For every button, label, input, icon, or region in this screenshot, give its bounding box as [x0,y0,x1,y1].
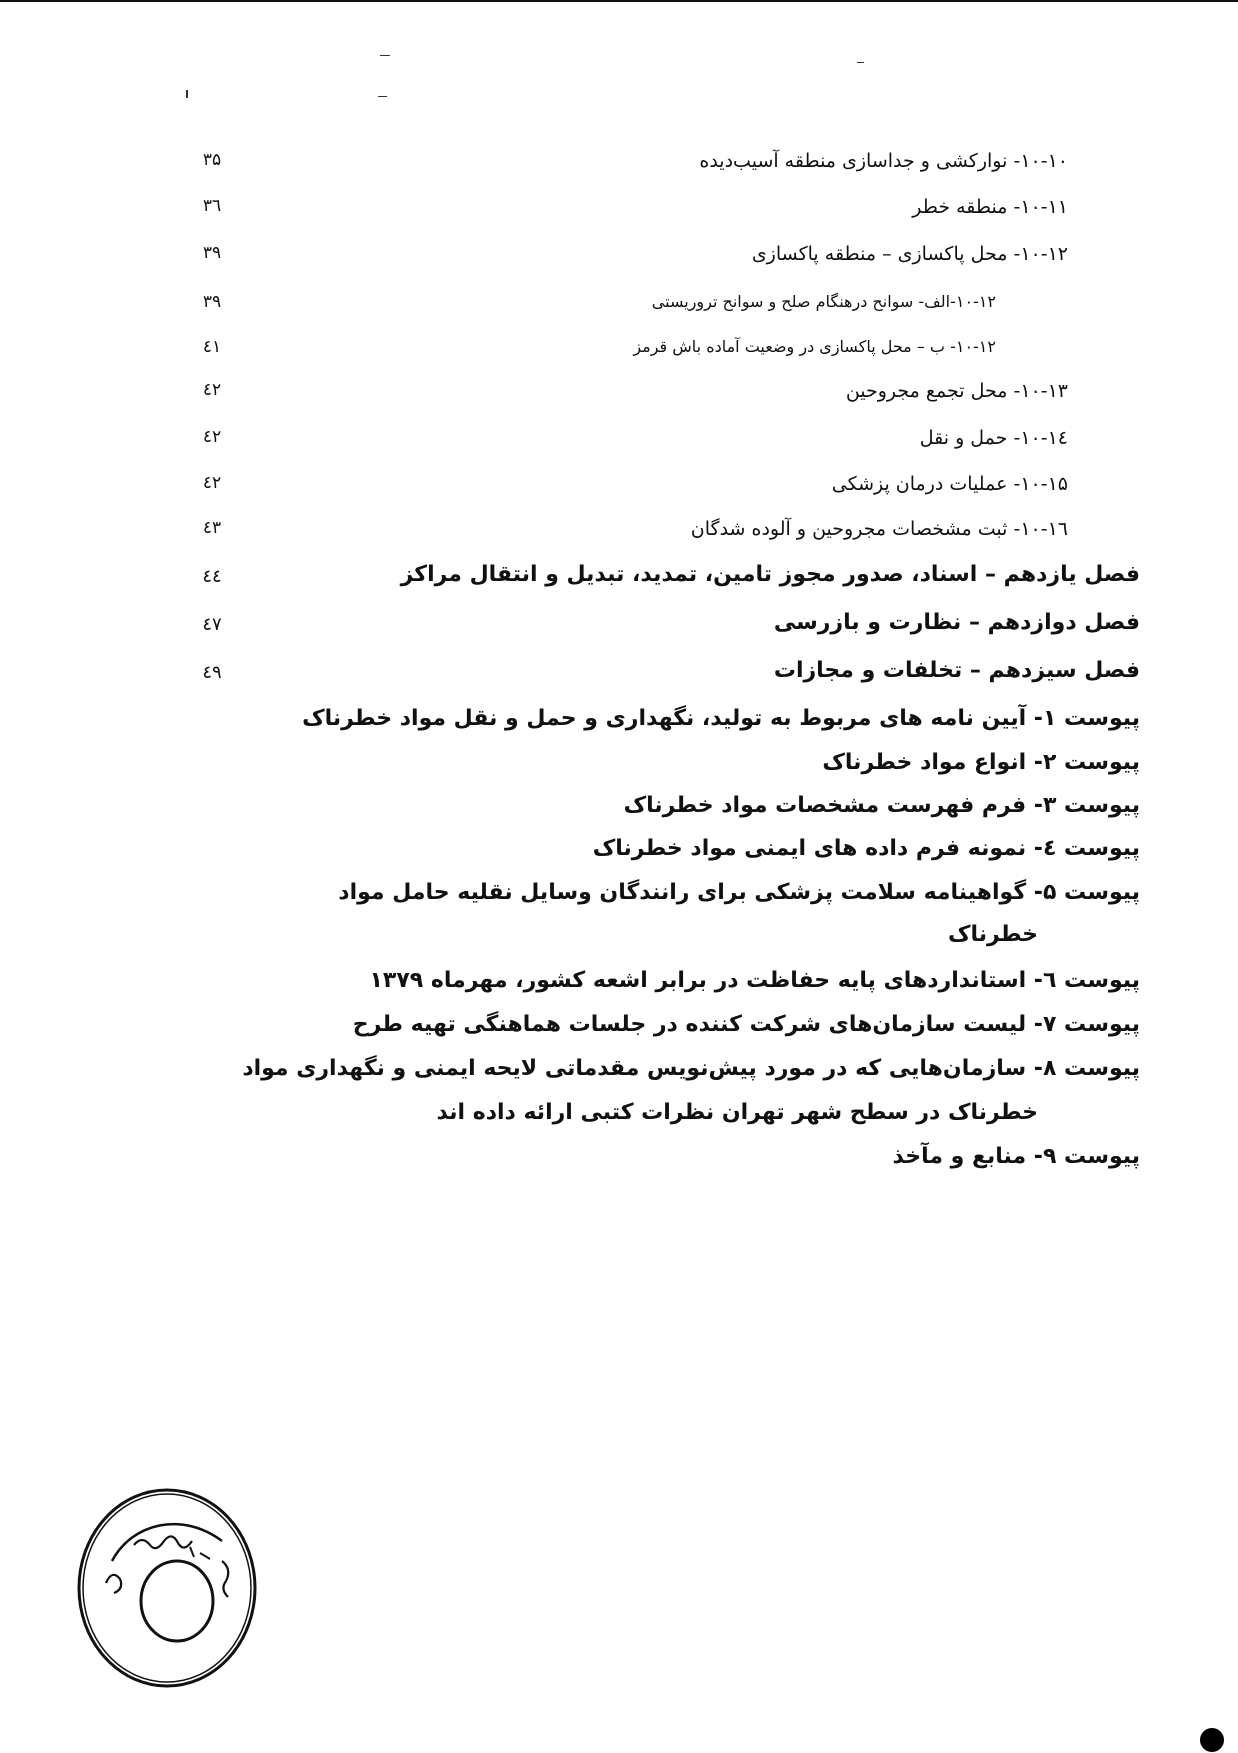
toc-entry-title: ۱۰-۱۲- محل پاکسازی – منطقه پاکسازی [751,243,1068,265]
toc-entry-title: ۱۰-۱۱- منطقه خطر [912,196,1068,218]
toc-entry-page: ٤۲ [202,473,222,493]
scan-speck [380,55,390,56]
toc-entry-title: ۱۰-۱۲- ب – محل پاکسازی در وضعیت آماده باش قرمز [633,337,996,356]
toc-entry-page: ۳۹ [202,243,222,263]
scan-mark [1200,1728,1224,1752]
toc-appendix-continuation: خطرناک [947,922,1038,947]
toc-appendix-title: پیوست ۳- فرم فهرست مشخصات مواد خطرناک [623,793,1140,818]
toc-appendix-title: پیوست ٦- استانداردهای پایه حفاظت در برابر اشعه کشور، مهرماه ۱۳۷۹ [369,968,1140,993]
toc-appendix-title: پیوست ۸- سازمان‌هایی که در مورد پیش‌نویس مقدماتی لایحه ایمنی و نگهداری مواد [242,1056,1140,1081]
toc-appendix-title: پیوست ۵- گواهینامه سلامت پزشکی برای رانندگان وسایل نقلیه حامل مواد [338,880,1140,905]
toc-entry-page: ۳۹ [202,292,222,312]
toc-chapter-page: ٤۹ [202,662,222,683]
toc-appendix-continuation: خطرناک در سطح شهر تهران نظرات کتبی ارائه داده اند [436,1100,1038,1125]
toc-entry-title: ۱۰-۱۵- عملیات درمان پزشکی [831,473,1068,495]
toc-chapter-title: فصل یازدهم – اسناد، صدور مجوز تامین، تمدید، تبدیل و انتقال مراکز [400,562,1140,587]
toc-chapter-page: ٤٤ [202,566,222,587]
toc-entry-title: ۱۰-۱۰- نوارکشی و جداسازی منطقه آسیب‌دیده [699,150,1068,172]
toc-entry-page: ٤۱ [202,337,222,357]
scan-speck [857,62,864,63]
toc-entry-page: ۳٦ [202,196,222,216]
toc-entry-page: ۳۵ [202,150,222,170]
toc-entry-page: ٤۳ [202,518,222,538]
toc-appendix-title: پیوست ۷- لیست سازمان‌های شرکت کننده در جلسات هماهنگی تهیه طرح [352,1012,1140,1037]
toc-entry-title: ۱۰-۱٤- حمل و نقل [919,427,1068,449]
scan-speck [186,90,188,98]
toc-entry-page: ٤۲ [202,380,222,400]
toc-appendix-title: پیوست ۱- آیین نامه های مربوط به تولید، نگهداری و حمل و نقل مواد خطرناک [302,706,1140,731]
scan-speck [378,96,387,97]
toc-chapter-title: فصل دوازدهم – نظارت و بازرسی [773,610,1140,635]
toc-chapter-page: ٤۷ [202,614,222,635]
page-top-edge [0,0,1238,2]
toc-chapter-title: فصل سیزدهم – تخلفات و مجازات [773,658,1140,683]
council-seal-stamp [72,1483,262,1693]
toc-entry-title: ۱۰-۱٦- ثبت مشخصات مجروحین و آلوده شدگان [690,518,1068,540]
toc-entry-title: ۱۰-۱۲-الف- سوانح درهنگام صلح و سوانح تروریستی [651,292,996,311]
toc-entry-title: ۱۰-۱۳- محل تجمع مجروحین [845,380,1068,402]
toc-appendix-title: پیوست ٤- نمونه فرم داده های ایمنی مواد خطرناک [592,836,1140,861]
toc-appendix-title: پیوست ۲- انواع مواد خطرناک [822,750,1140,775]
toc-entry-page: ٤۲ [202,427,222,447]
toc-appendix-title: پیوست ۹- منابع و مآخذ [892,1144,1140,1169]
